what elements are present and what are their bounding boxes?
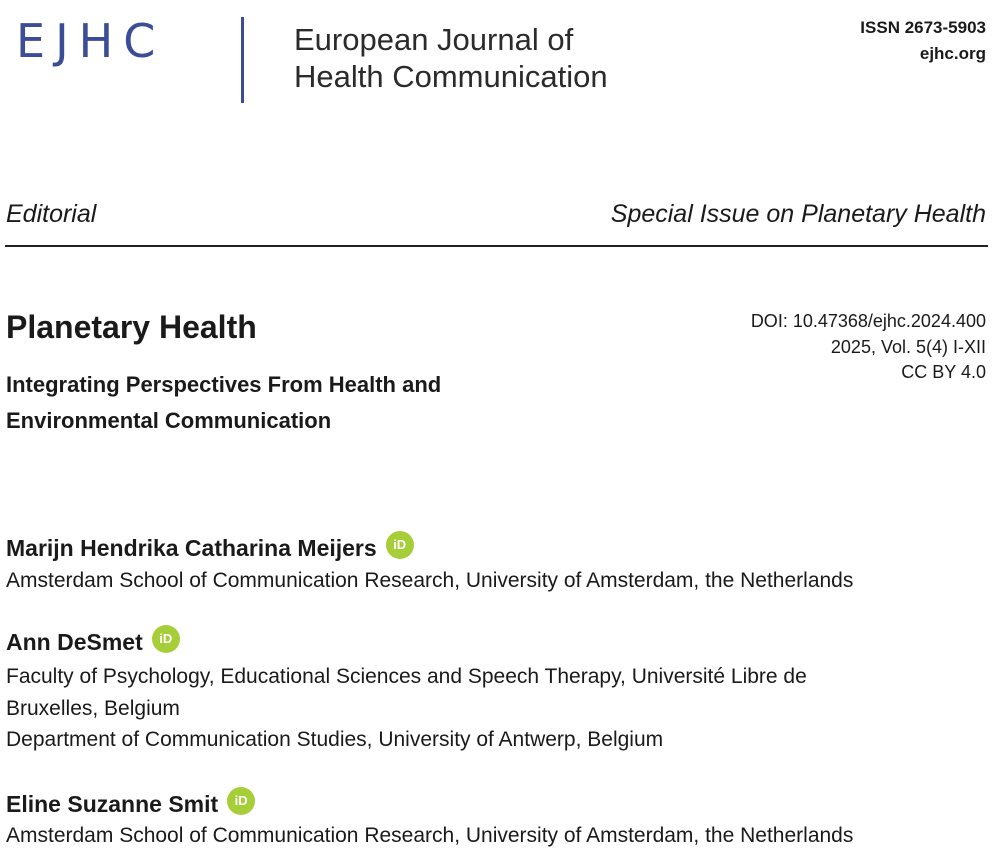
license: CC BY 4.0 — [901, 362, 986, 382]
journal-website[interactable]: ejhc.org — [919, 44, 986, 63]
author-name-text: Ann DeSmet — [6, 629, 143, 655]
author-name — [6, 791, 255, 818]
author-affiliation: Faculty of Psychology, Educational Sciences and Speech Therapy, Université Libre de — [6, 665, 807, 688]
article-subtitle: Integrating Perspectives From Health and Environmental Communication — [6, 372, 442, 433]
section-divider — [5, 245, 988, 247]
author-name-text: Marijn Hendrika Catharina Meijers — [6, 535, 377, 561]
author-name-text: Eline Suzanne Smit — [6, 791, 219, 817]
issn: ISSN 2673-5903 — [860, 18, 986, 37]
article-title: Planetary Health — [6, 309, 257, 345]
doi[interactable]: DOI: 10.47368/ejhc.2024.400 — [750, 311, 986, 331]
orcid-icon[interactable]: iD — [152, 625, 180, 653]
journal-name-line1: European Journal of — [294, 22, 574, 57]
logo-divider — [241, 17, 244, 103]
author-affiliation: Department of Communication Studies, University of Antwerp, Belgium — [6, 728, 664, 751]
orcid-icon[interactable]: iD — [227, 787, 255, 815]
article-type: Editorial — [6, 200, 97, 228]
author-affiliation: Amsterdam School of Communication Research, University of Amsterdam, the Netherlands — [6, 824, 854, 847]
author-name — [6, 629, 180, 656]
journal-name-line2: Health Communication — [294, 59, 608, 94]
special-issue-label: Special Issue on Planetary Health — [610, 200, 986, 228]
author-name — [6, 535, 414, 562]
volume-info: 2025, Vol. 5(4) I-XII — [830, 337, 986, 357]
author-affiliation: Amsterdam School of Communication Research, University of Amsterdam, the Netherlands — [6, 569, 854, 592]
orcid-icon[interactable]: iD — [386, 531, 414, 559]
journal-logo: EJHC — [16, 14, 166, 68]
author-affiliation-continued: Bruxelles, Belgium — [6, 697, 180, 720]
